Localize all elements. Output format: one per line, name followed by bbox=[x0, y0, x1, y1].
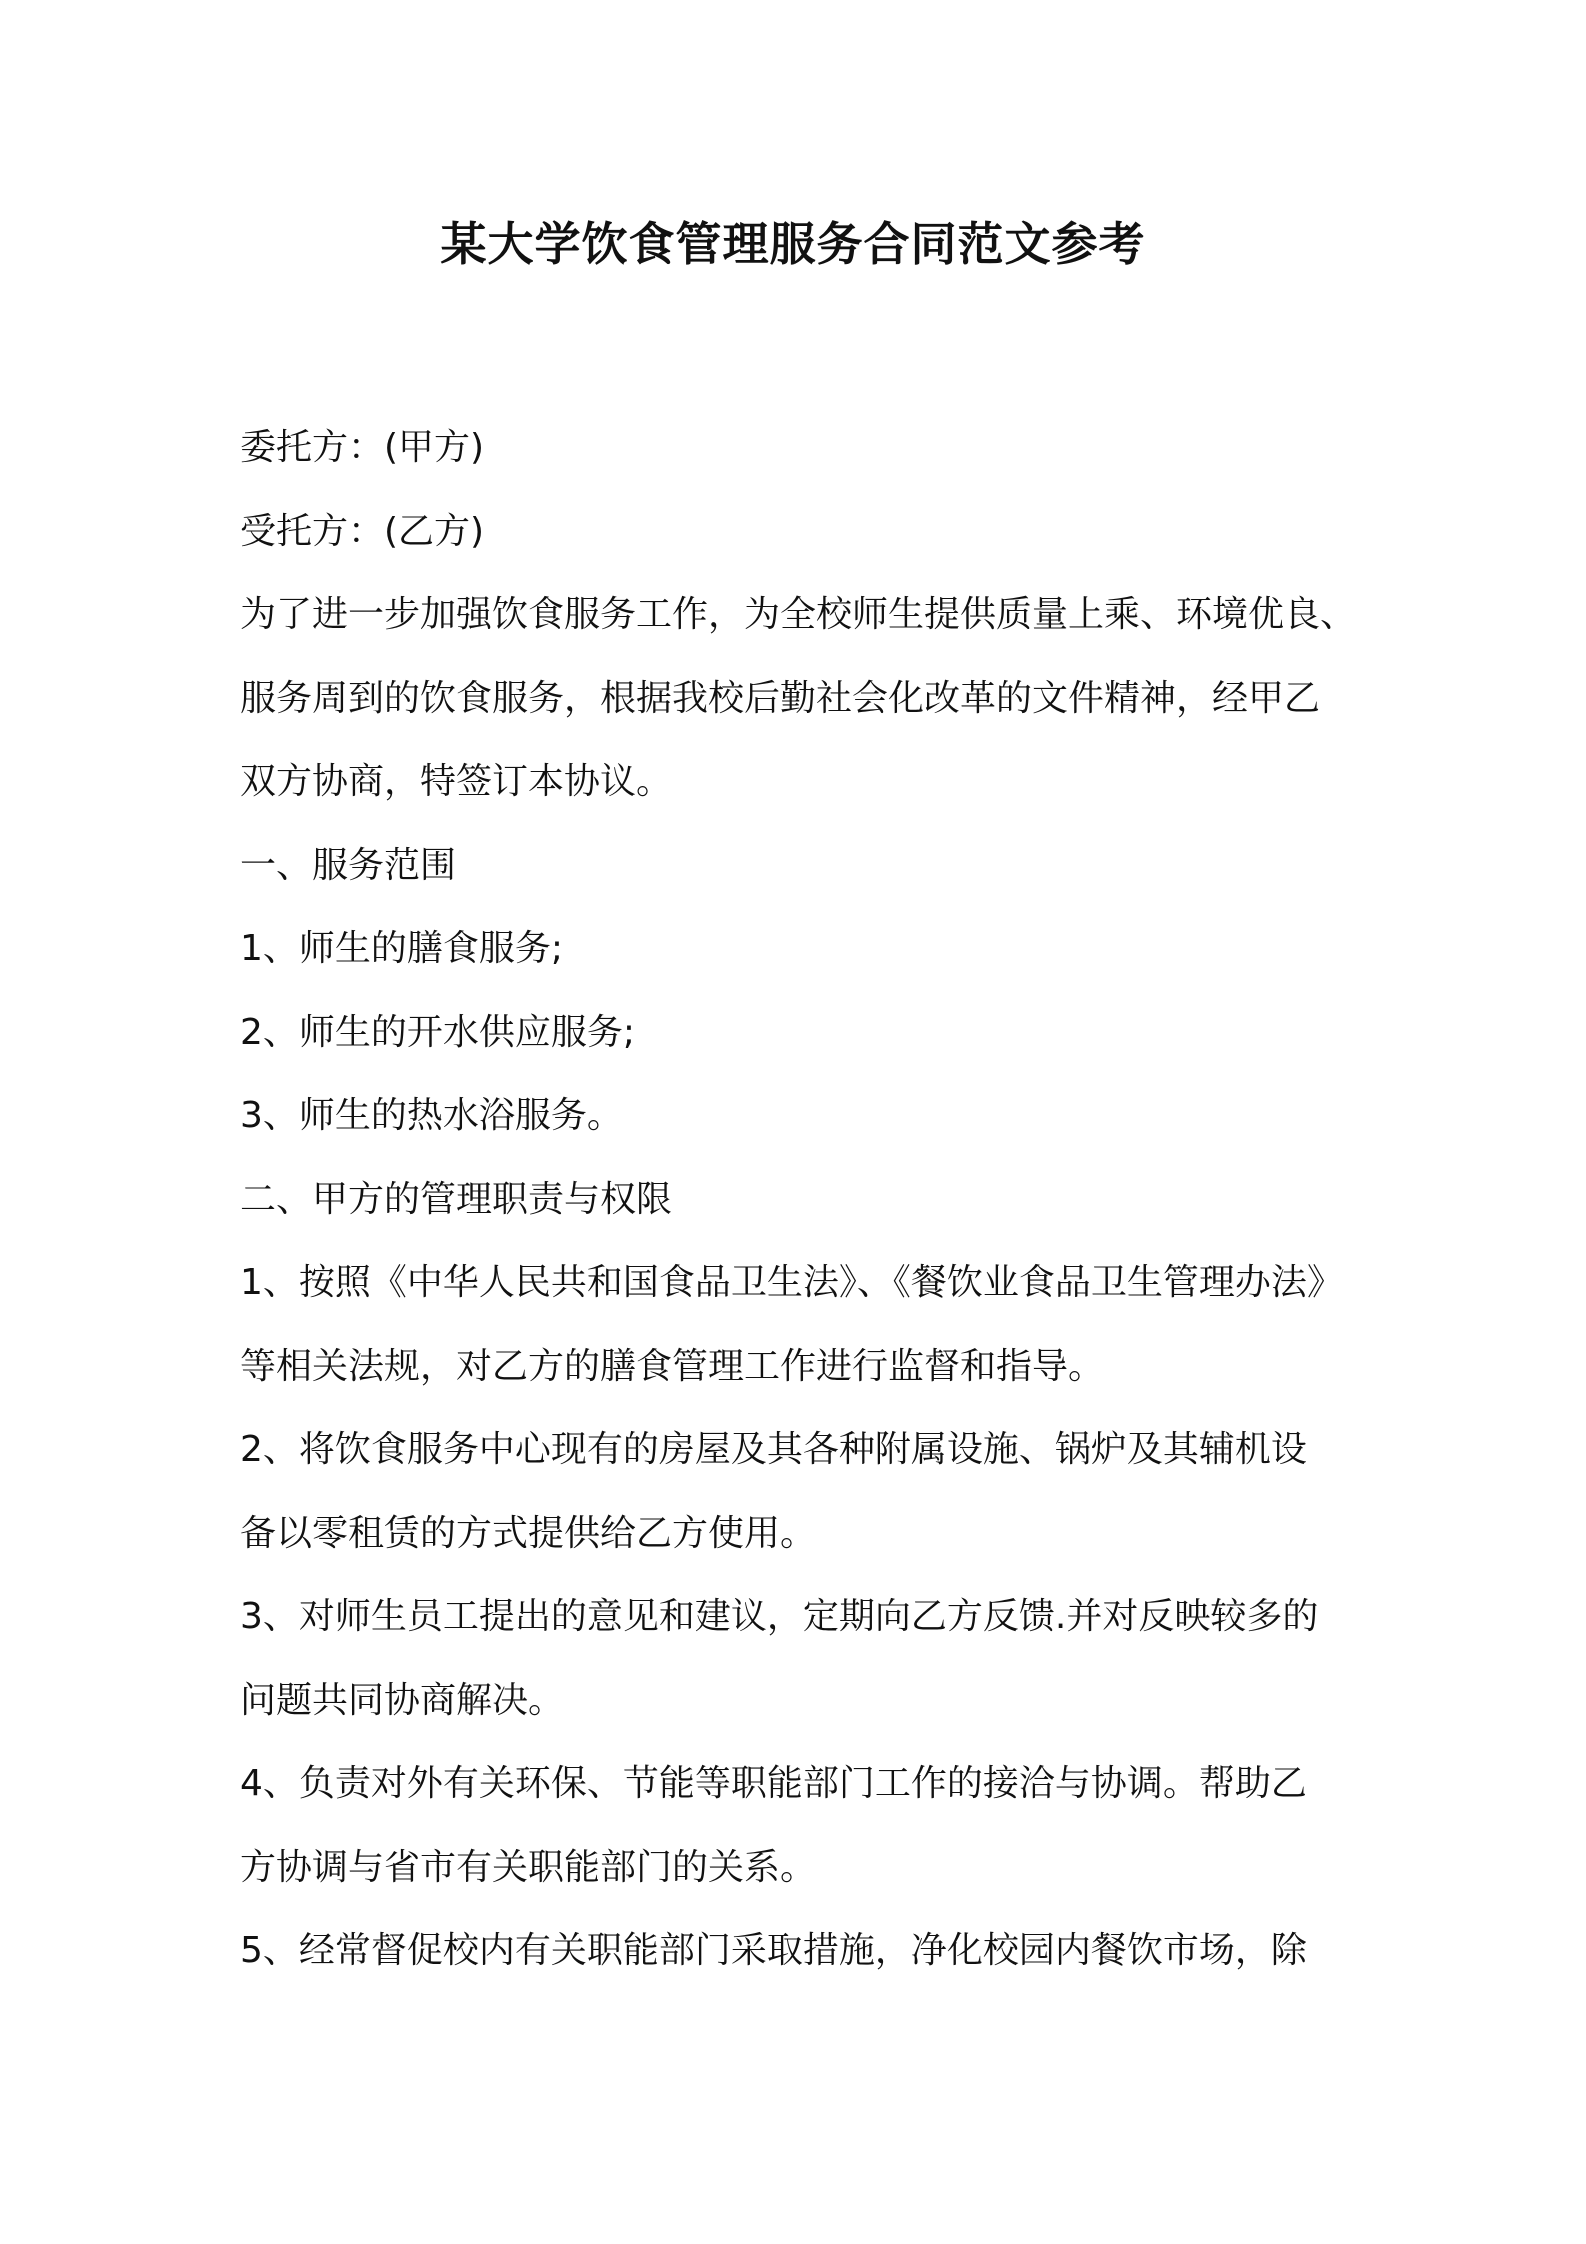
list-item-duty-1a: 1、按照《中华人民共和国食品卫生法》、《餐饮业食品卫生管理办法》 bbox=[240, 1262, 1343, 1303]
list-item-scope-3: 3、师生的热水浴服务。 bbox=[240, 1095, 623, 1136]
text-line-contractor: 受托方：(乙方) bbox=[240, 510, 485, 552]
document-title: 某大学饮食管理服务合同范文参考 bbox=[440, 217, 1146, 271]
list-item-duty-4a: 4、负责对外有关环保、节能等职能部门工作的接洽与协调。帮助乙 bbox=[240, 1763, 1307, 1804]
list-item-duty-2a: 2、将饮食服务中心现有的房屋及其各种附属设施、锅炉及其辅机设 bbox=[240, 1429, 1307, 1470]
list-item-duty-5a: 5、经常督促校内有关职能部门采取措施，净化校园内餐饮市场，除 bbox=[240, 1930, 1307, 1971]
list-item-scope-1: 1、师生的膳食服务; bbox=[240, 928, 564, 969]
document-body bbox=[240, 406, 1390, 1993]
list-item-duty-2b: 备以零租赁的方式提供给乙方使用。 bbox=[240, 1512, 817, 1554]
text-line-intro-3: 双方协商，特签订本协议。 bbox=[240, 761, 673, 802]
text-line-intro-1: 为了进一步加强饮食服务工作，为全校师生提供质量上乘、环境优良、 bbox=[240, 594, 1357, 635]
list-item-duty-4b: 方协调与省市有关职能部门的关系。 bbox=[240, 1846, 817, 1888]
list-item-duty-1b: 等相关法规，对乙方的膳食管理工作进行监督和指导。 bbox=[240, 1345, 1105, 1387]
text-line-client: 委托方：(甲方) bbox=[240, 427, 485, 468]
list-item-duty-3a: 3、对师生员工提出的意见和建议，定期向乙方反馈.并对反映较多的 bbox=[240, 1596, 1319, 1637]
list-item-duty-3b: 问题共同协商解决。 bbox=[240, 1679, 565, 1721]
list-item-scope-2: 2、师生的开水供应服务; bbox=[240, 1011, 636, 1053]
section-heading-scope: 一、服务范围 bbox=[240, 844, 457, 886]
section-heading-duties: 二、甲方的管理职责与权限 bbox=[240, 1178, 673, 1220]
text-line-intro-2: 服务周到的饮食服务，根据我校后勤社会化改革的文件精神，经甲乙 bbox=[240, 677, 1321, 719]
